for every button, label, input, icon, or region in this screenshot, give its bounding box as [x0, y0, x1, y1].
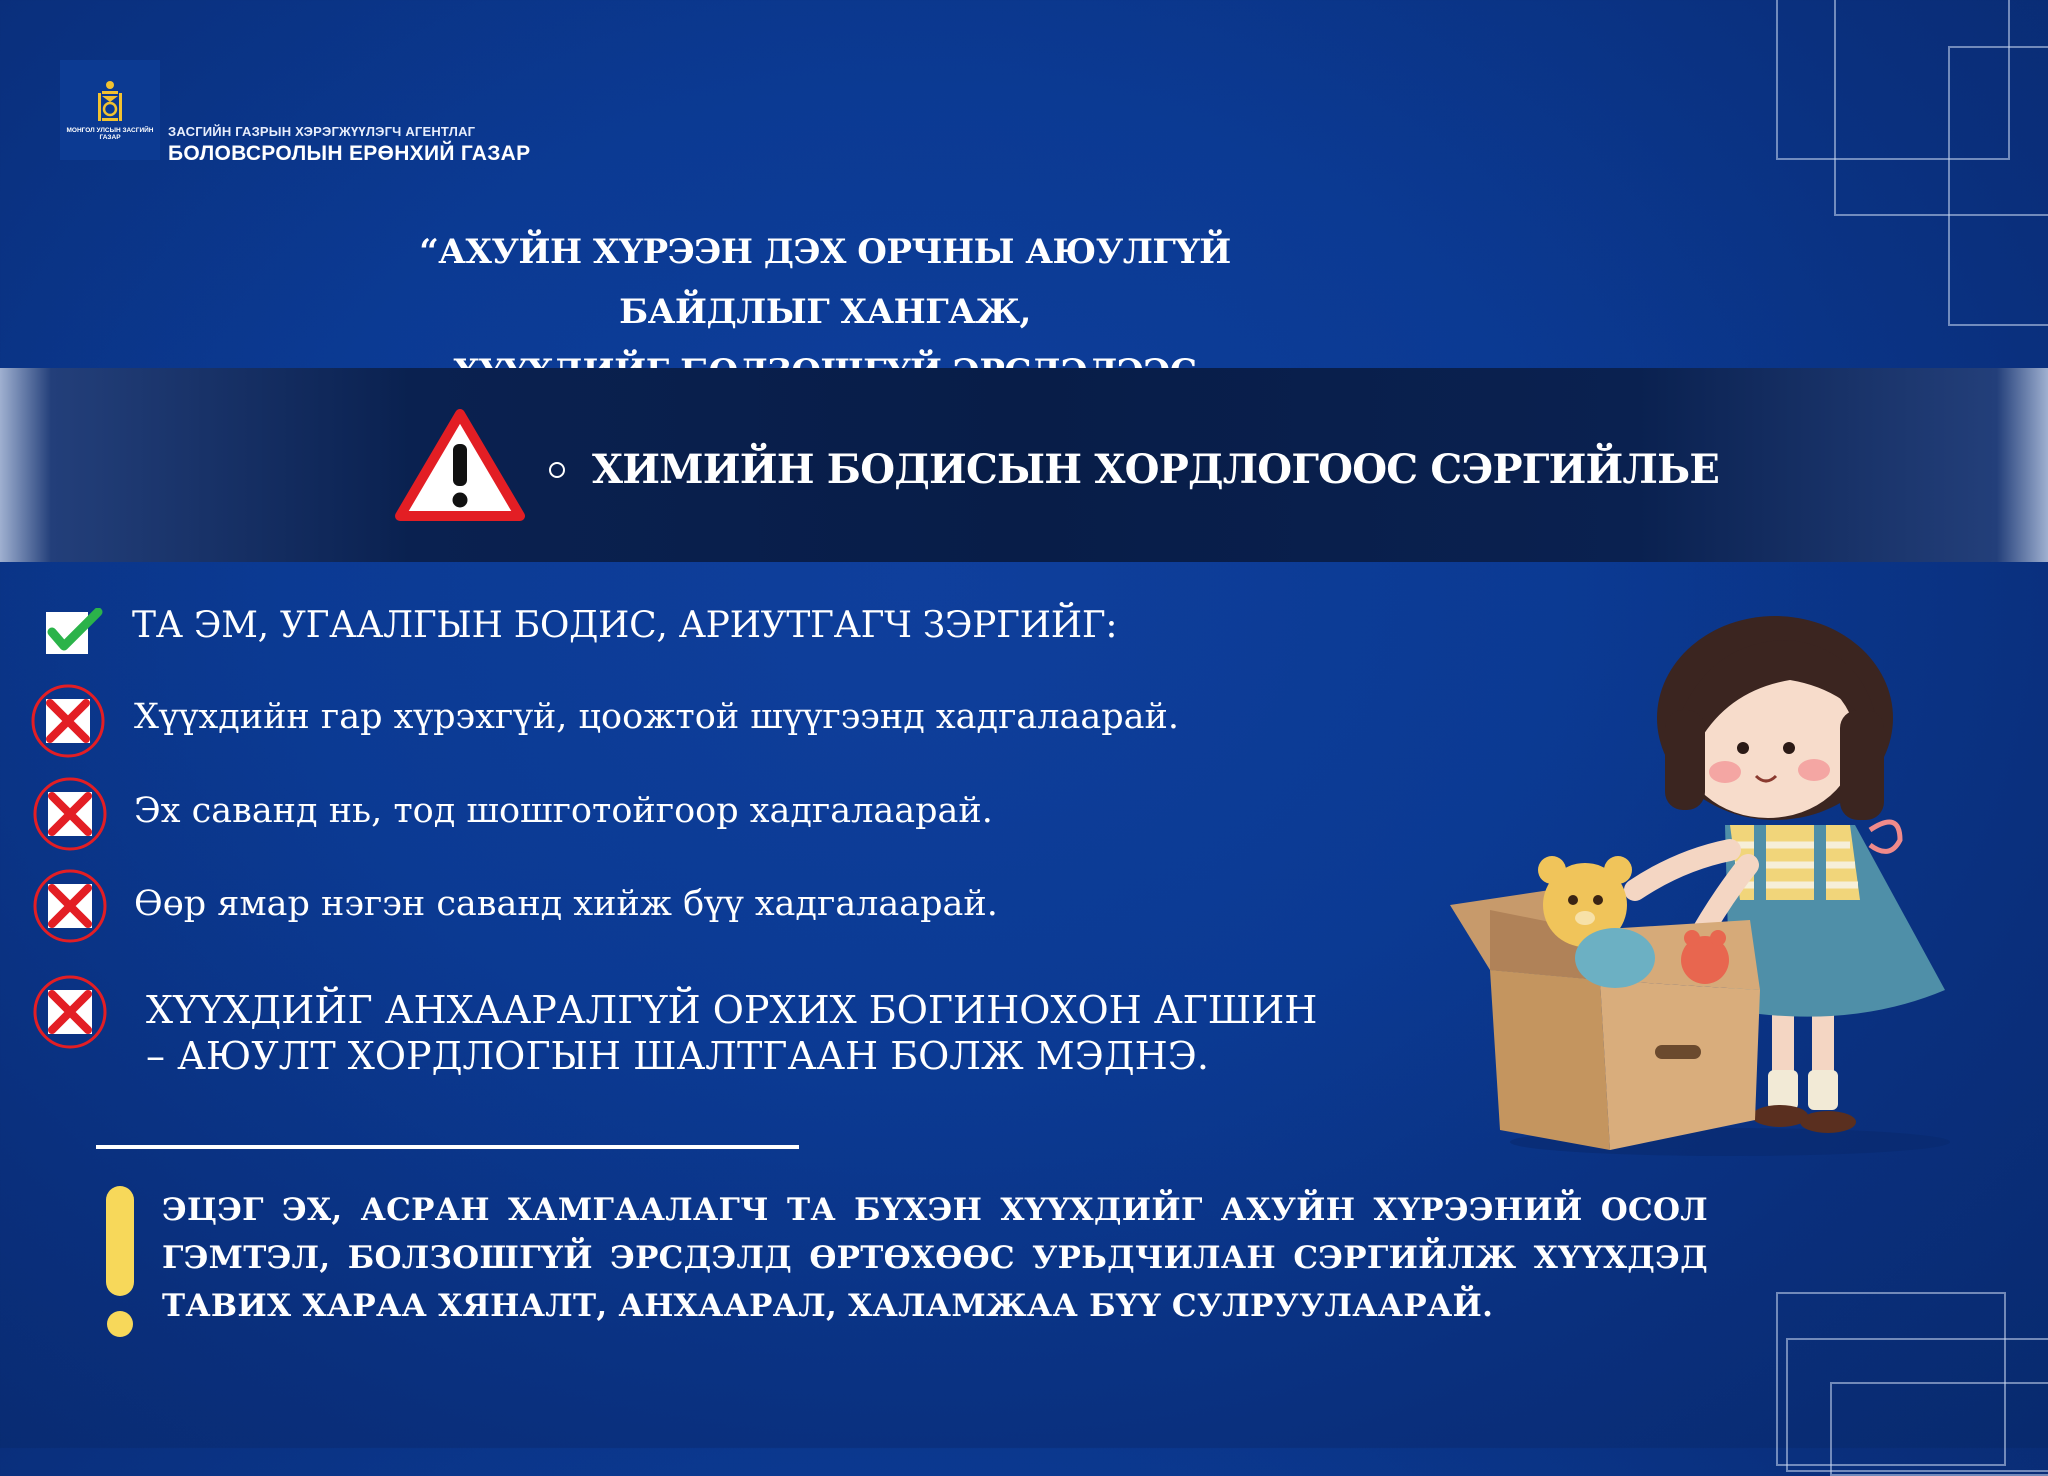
cross-icon — [32, 974, 108, 1050]
warning-text-line-1: ХҮҮХДИЙГ АНХААРАЛГҮЙ ОРХИХ БОГИНОХОН АГШИН — [146, 988, 1318, 1032]
band-title: ХИМИЙН БОДИСЫН ХОРДЛОГООС СЭРГИЙЛЬЕ — [592, 446, 1720, 493]
warning-text-line-2: – АЮУЛТ ХОРДЛОГЫН ШАЛТГААН БОЛЖ МЭДНЭ. — [146, 1034, 1209, 1078]
list-item: Өөр ямар нэгэн саванд хийж бүү хадгалаарай. — [134, 884, 998, 924]
quote-line-1: “АХУЙН ХҮРЭЭН ДЭХ ОРЧНЫ АЮУЛГҮЙ БАЙДЛЫГ ХАНГАЖ, — [419, 232, 1231, 332]
bullet-circle-icon — [549, 462, 565, 478]
list-item: Хүүхдийн гар хүрэхгүй, цоожтой шүүгээнд хадгалаарай. — [134, 697, 1179, 737]
section-divider — [96, 1145, 799, 1149]
cross-icon — [32, 868, 108, 944]
exclamation-icon — [106, 1186, 134, 1338]
agency-subtitle: ЗАСГИЙН ГАЗРЫН ХЭРЭГЖҮҮЛЭГЧ АГЕНТЛАГ — [168, 124, 476, 139]
list-heading: ТА ЭМ, УГААЛГЫН БОДИС, АРИУТГАГЧ ЗЭРГИЙГ: — [132, 605, 1118, 646]
check-icon — [44, 608, 104, 658]
parents-note: ЭЦЭГ ЭХ, АСРАН ХАМГААЛАГЧ ТА БҮХЭН ХҮҮХДИЙГ АХУЙН ХҮРЭЭНИЙ ОСОЛ ГЭМТЭЛ, БОЛЗОШГҮЙ ЭРСДЭЛД ӨРТӨХӨӨС УРЬДЧИЛАН СЭРГИЙЛЖ ХҮҮХДЭД ТАВИХ ХАРАА ХЯНАЛТ, АНХААРАЛ, ХАЛАМЖАА БҮҮ СУЛРУУЛААРАЙ. — [162, 1192, 1708, 1324]
decor-frame — [1830, 1382, 2048, 1476]
government-logo — [60, 60, 160, 160]
warning-triangle-icon — [395, 408, 525, 523]
logo-emblem-text: МОНГОЛ УЛСЫН ЗАСГИЙН ГАЗАР — [66, 127, 154, 141]
girl-with-toy-box-illustration — [1430, 600, 1970, 1160]
decor-frame — [1948, 46, 2048, 326]
cross-icon — [30, 683, 106, 759]
agency-name: БОЛОВСРОЛЫН ЕРӨНХИЙ ГАЗАР — [168, 142, 531, 165]
soyombo-emblem-icon — [97, 79, 123, 123]
list-item: Эх саванд нь, тод шошготойгоор хадгалаарай. — [134, 791, 993, 831]
cross-icon — [32, 776, 108, 852]
